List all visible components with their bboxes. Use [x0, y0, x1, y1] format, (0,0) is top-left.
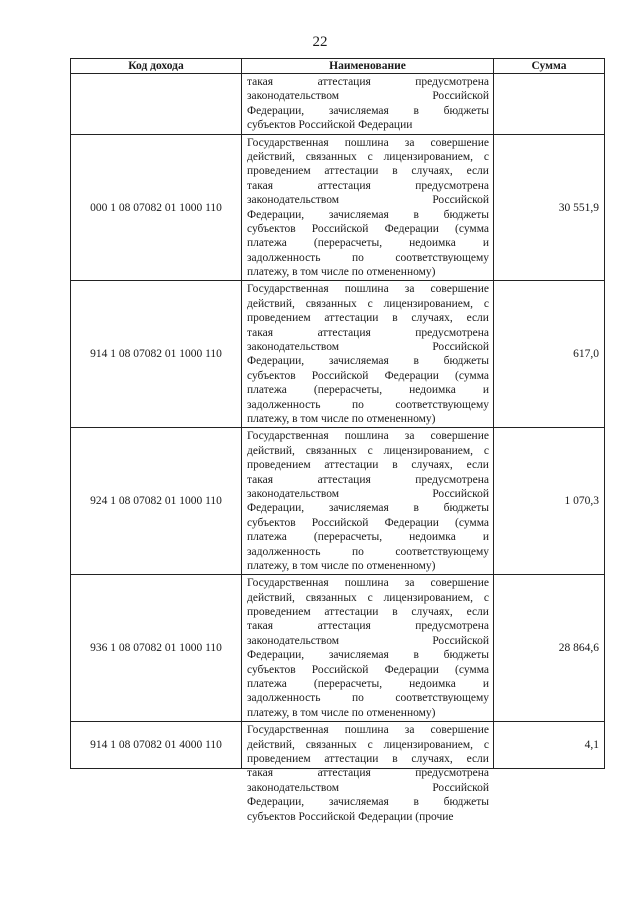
income-name-cell — [242, 281, 494, 428]
name-line: субъектов Российской Федерации (сумма — [247, 516, 489, 529]
name-line: платежа (перерасчеты, недоимка и — [247, 237, 489, 250]
name-line: такая аттестация предусмотрена — [247, 620, 489, 633]
header-name: Наименование — [242, 59, 494, 74]
name-line: законодательством Российской — [247, 487, 489, 500]
table-row — [71, 575, 605, 722]
name-line: законодательством Российской — [247, 341, 489, 354]
name-line: действий, связанных с лицензированием, с — [247, 444, 489, 457]
page-number: 22 — [312, 34, 328, 50]
name-line: Федерации, зачисляемая в бюджеты — [247, 502, 489, 515]
table-body — [71, 74, 605, 823]
name-line: законодательством Российской — [247, 781, 489, 794]
name-line: субъектов Российской Федерации (сумма — [247, 222, 489, 235]
table-row — [71, 74, 605, 135]
table-row — [71, 722, 605, 769]
name-line: Государственная пошлина за совершение — [247, 724, 489, 737]
name-line: проведением аттестации в случаях, если — [247, 165, 489, 178]
income-name-cell — [242, 722, 494, 823]
name-line: Федерации, зачисляемая в бюджеты — [247, 355, 489, 368]
name-line: Государственная пошлина за совершение — [247, 136, 489, 149]
name-line: такая аттестация предусмотрена — [247, 76, 489, 88]
income-code-cell: 000 1 08 07082 01 1000 110 — [71, 134, 242, 281]
name-line: платежа (перерасчеты, недоимка и — [247, 384, 489, 397]
table-row — [71, 281, 605, 428]
name-line: субъектов Российской Федерации — [247, 119, 413, 132]
amount-cell: 4,1 — [494, 722, 605, 769]
name-line: Государственная пошлина за совершение — [247, 283, 489, 296]
name-line: законодательством Российской — [247, 194, 489, 207]
revenue-table — [70, 58, 605, 823]
name-line: субъектов Российской Федерации (сумма — [247, 369, 489, 382]
name-line: платежу, в том числе по отмененному) — [247, 266, 436, 279]
amount-cell: 1 070,3 — [494, 428, 605, 575]
name-line: Федерации, зачисляемая в бюджеты — [247, 796, 489, 809]
income-code-cell: 914 1 08 07082 01 1000 110 — [71, 281, 242, 428]
name-line: субъектов Российской Федерации (сумма — [247, 663, 489, 676]
table-row — [71, 134, 605, 281]
name-line: такая аттестация предусмотрена — [247, 179, 489, 192]
name-line: платежу, в том числе по отмененному) — [247, 559, 436, 572]
name-line: платежу, в том числе по отмененному) — [247, 706, 436, 719]
name-line: задолженность по соответствующему — [247, 398, 489, 411]
name-line: субъектов Российской Федерации (прочие — [247, 810, 454, 823]
amount-cell: 617,0 — [494, 281, 605, 428]
name-line: проведением аттестации в случаях, если — [247, 752, 489, 765]
income-name-cell — [242, 74, 494, 135]
name-line: действий, связанных с лицензированием, с — [247, 738, 489, 751]
clipped-name-block — [247, 723, 489, 823]
header-code: Код дохода — [71, 59, 242, 74]
name-line: действий, связанных с лицензированием, с — [247, 297, 489, 310]
income-name-cell — [242, 134, 494, 281]
income-code-cell: 936 1 08 07082 01 1000 110 — [71, 575, 242, 722]
amount-cell — [494, 74, 605, 135]
name-line: Государственная пошлина за совершение — [247, 577, 489, 590]
name-line: законодательством Российской — [247, 90, 489, 103]
name-line: законодательством Российской — [247, 634, 489, 647]
income-name-cell — [242, 428, 494, 575]
name-line: Федерации, зачисляемая в бюджеты — [247, 104, 489, 117]
income-code-cell — [71, 74, 242, 135]
income-code-cell: 924 1 08 07082 01 1000 110 — [71, 428, 242, 575]
name-line: действий, связанных с лицензированием, с — [247, 591, 489, 604]
name-line: Государственная пошлина за совершение — [247, 430, 489, 443]
name-line: Федерации, зачисляемая в бюджеты — [247, 649, 489, 662]
name-line: Федерации, зачисляемая в бюджеты — [247, 208, 489, 221]
name-line: задолженность по соответствующему — [247, 251, 489, 264]
amount-cell: 28 864,6 — [494, 575, 605, 722]
name-line: платежу, в том числе по отмененному) — [247, 412, 436, 425]
name-line: действий, связанных с лицензированием, с — [247, 150, 489, 163]
name-line: проведением аттестации в случаях, если — [247, 459, 489, 472]
name-line: платежа (перерасчеты, недоимка и — [247, 678, 489, 691]
table-header-row — [71, 59, 605, 74]
name-line: такая аттестация предусмотрена — [247, 473, 489, 486]
name-line: такая аттестация предусмотрена — [247, 767, 489, 780]
name-line: такая аттестация предусмотрена — [247, 326, 489, 339]
name-line: задолженность по соответствующему — [247, 545, 489, 558]
name-line: платежа (перерасчеты, недоимка и — [247, 531, 489, 544]
amount-cell: 30 551,9 — [494, 134, 605, 281]
income-code-cell: 914 1 08 07082 01 4000 110 — [71, 722, 242, 769]
income-name-cell — [242, 575, 494, 722]
header-amount: Сумма — [494, 59, 605, 74]
name-line: проведением аттестации в случаях, если — [247, 606, 489, 619]
table-row — [71, 428, 605, 575]
name-line: проведением аттестации в случаях, если — [247, 312, 489, 325]
name-line: задолженность по соответствующему — [247, 692, 489, 705]
